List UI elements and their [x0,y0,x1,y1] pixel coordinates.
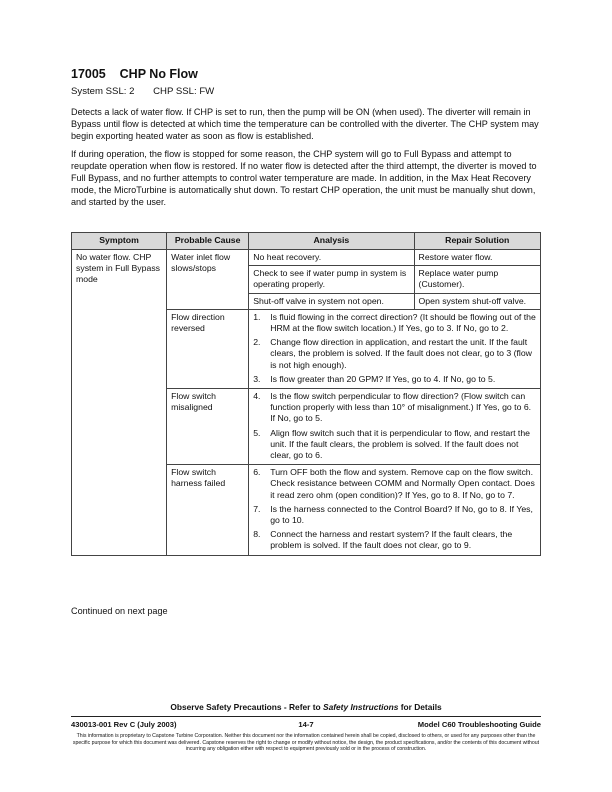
step-number: 7. [253,503,261,514]
step-text: Change flow direction in application, and restart the unit. If the fault clears, the problem is solved. If the fault does not clear, go to 3 (flow is not high enough). [270,337,532,370]
list-item [253,467,536,501]
header-symptom: Symptom [72,233,167,250]
analysis-cell: Shut-off valve in system not open. [249,293,414,309]
list-item [253,312,536,334]
list-item [253,337,536,371]
cause-direction: Flow direction reversed [167,309,249,388]
description-paragraph: Detects a lack of water flow. If CHP is set to run, then the pump will be ON (when used). The diverter will remain in Bypass until flow is detected at which time the temperature can be controlled with the diverter. The CHP system may begin exporting heated water as soon as flow is established. [71,107,539,141]
repair-cell: Open system shut-off valve. [414,293,540,309]
steps-cell-misaligned [249,389,541,465]
list-item [253,391,536,425]
symptom-cell: No water flow. CHP system in Full Bypass mode [72,250,167,556]
steps-cell-direction [249,309,541,388]
section-title: 17005 CHP No Flow [71,67,198,81]
proprietary-disclaimer: This information is proprietary to Capstone Turbine Corporation. Neither this document nor the information contained herein shall be copied, disclosed to others, or used for any purposes other than the specific purpose for which this document was delivered. Capstone reserves the right to change or modify without notice, the design, the product specifications, and/or the contents of this document without incurring any obligation either with respect to equipment previously sold or in the process of construction. [72,733,540,753]
step-number: 4. [253,391,261,402]
step-text: Is fluid flowing in the correct direction? (It should be flowing out of the HRM at the flow switch location.) If Yes, go to 3. If No, go to 2. [270,311,536,334]
step-number: 6. [253,467,261,478]
analysis-cell: Check to see if water pump in system is operating properly. [249,266,414,293]
ssl-line: System SSL: 2 CHP SSL: FW [71,86,215,97]
list-item [253,529,536,551]
safety-notice [0,702,612,712]
guide-title: Model C60 Troubleshooting Guide [417,720,541,729]
step-number: 8. [253,529,261,540]
step-number: 5. [253,427,261,438]
cause-misaligned: Flow switch misaligned [167,389,249,465]
operation-paragraph: If during operation, the flow is stopped for some reason, the CHP system will go to Full Bypass and attempt to reupdate operation when flow is restored. If no water flow is detected after the third attempt, the diverter is moved to Full Bypass, and no further attempts to control water temperature are made. In addition, in the Max Heat Recovery mode, the MicroTurbine is automatically shut down. To restart CHP operation, the unit must be manually shut down, and started by the user. [71,149,537,207]
repair-cell: Replace water pump (Customer). [414,266,540,293]
step-text: Is flow greater than 20 GPM? If Yes, go to 4. If No, go to 5. [270,373,496,384]
step-text: Is the flow switch perpendicular to flow direction? (Flow switch can function properly with less than 10° of misalignment.) If Yes, go to 6. If No, go to 5. [270,391,532,424]
step-text: Turn OFF both the flow and system. Remove cap on the flow switch. Check resistance between COMM and Normally Open contact. Does it read zero ohm (open condition)? If Yes, go to 8. If No, go to 7. [270,467,535,500]
analysis-cell: No heat recovery. [249,250,414,266]
list-item [253,504,536,526]
safety-suffix: for Details [398,702,442,712]
header-repair: Repair Solution [414,233,540,250]
step-text: Align flow switch such that it is perpendicular to flow, and restart the unit. If the fault clears, the problem is solved. If the fault does not clear, go to 6. [270,427,531,461]
troubleshooting-table [71,232,541,556]
header-analysis: Analysis [249,233,414,250]
cause-harness: Flow switch harness failed [167,465,249,555]
header-cause: Probable Cause [167,233,249,250]
doc-number: 430013-001 Rev C (July 2003) [71,720,177,729]
list-item [253,428,536,462]
step-number: 2. [253,337,261,348]
list-item [253,374,536,385]
cause-inlet: Water inlet flow slows/stops [167,250,249,310]
step-number: 1. [253,311,261,322]
safety-prefix: Observe Safety Precautions - Refer to [170,702,323,712]
continued-note: Continued on next page [71,606,168,616]
footer-divider [71,716,541,717]
safety-link-text: Safety Instructions [322,702,399,712]
step-text: Connect the harness and restart system? If the fault clears, the problem is solved. If the fault does not clear, go to 9. [270,529,513,551]
steps-cell-harness [249,465,541,555]
table-header-row [72,233,541,250]
page-number: 14-7 [298,720,314,729]
repair-cell: Restore water flow. [414,250,540,266]
table-row [72,250,541,266]
step-text: Is the harness connected to the Control Board? If No, go to 8. If Yes, go to 10. [270,503,533,526]
step-number: 3. [253,373,261,384]
